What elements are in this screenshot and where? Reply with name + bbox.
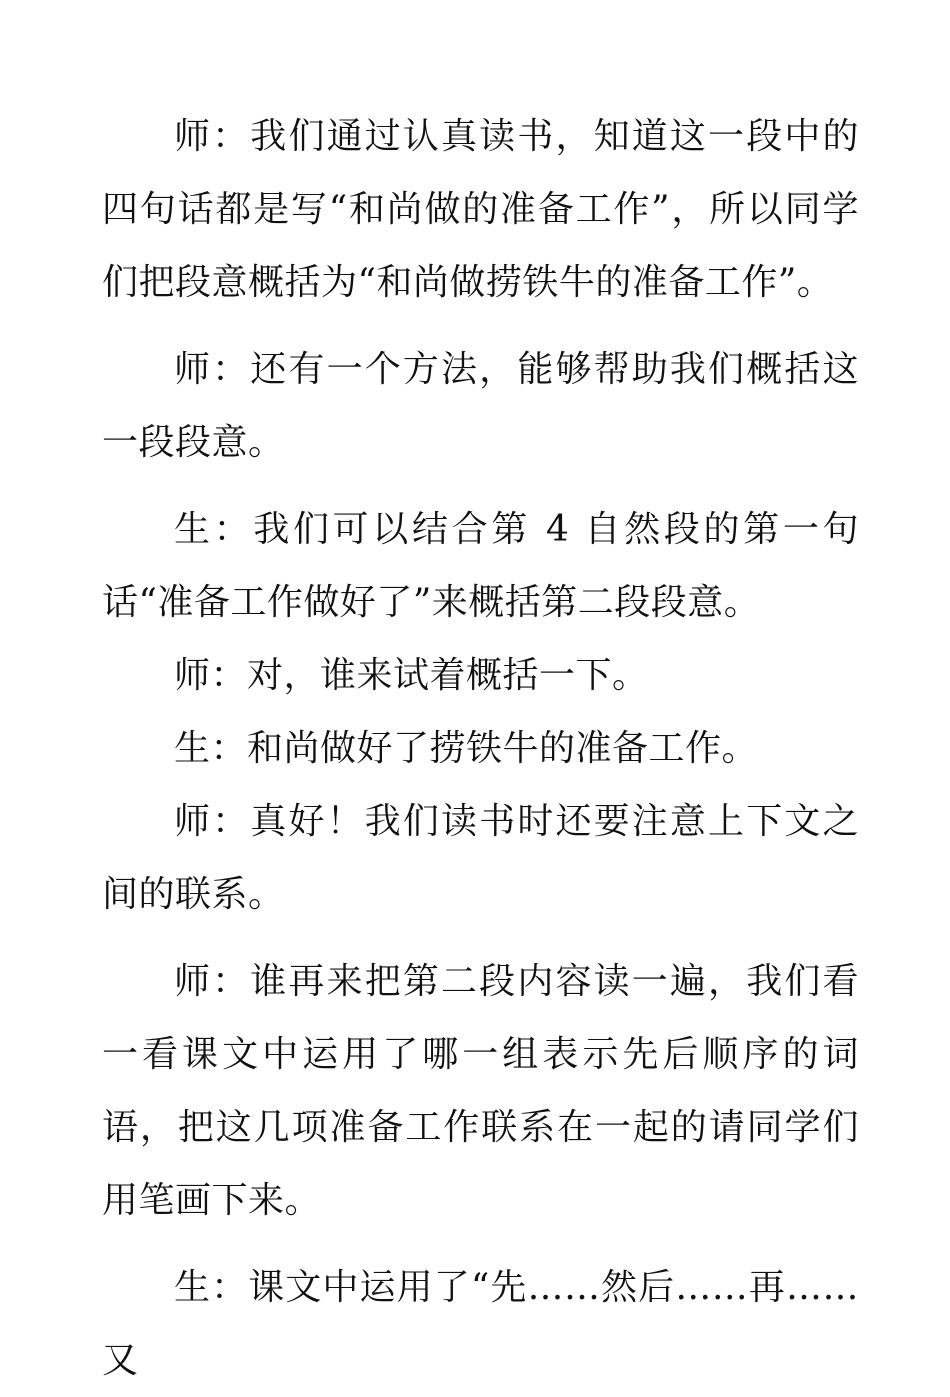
paragraph-3: 生：我们可以结合第 4 自然段的第一句话“准备工作做好了”来概括第二段段意。 xyxy=(102,509,859,623)
paragraph-1: 师：我们通过认真读书，知道这一段中的四句话都是写“和尚做的准备工作”，所以同学们把段意概括为“和尚做捞铁牛的准备工作”。 xyxy=(102,116,859,303)
paragraph-5: 生：和尚做好了捞铁牛的准备工作。 xyxy=(174,728,759,769)
paragraph-7: 师：谁再来把第二段内容读一遍，我们看一看课文中运用了哪一组表示先后顺序的词语，把这几项准备工作联系在一起的请同学们用笔画下来。 xyxy=(102,961,859,1221)
paragraph-2: 师：还有一个方法，能够帮助我们概括这一段段意。 xyxy=(102,349,859,463)
paragraph-4: 师：对，谁来试着概括一下。 xyxy=(174,655,649,696)
paragraph-6: 师：真好！我们读书时还要注意上下文之间的联系。 xyxy=(102,801,859,915)
paragraph-8: 生：课文中运用了“先……然后……再……又 xyxy=(102,1267,859,1381)
document-body xyxy=(102,100,859,1397)
